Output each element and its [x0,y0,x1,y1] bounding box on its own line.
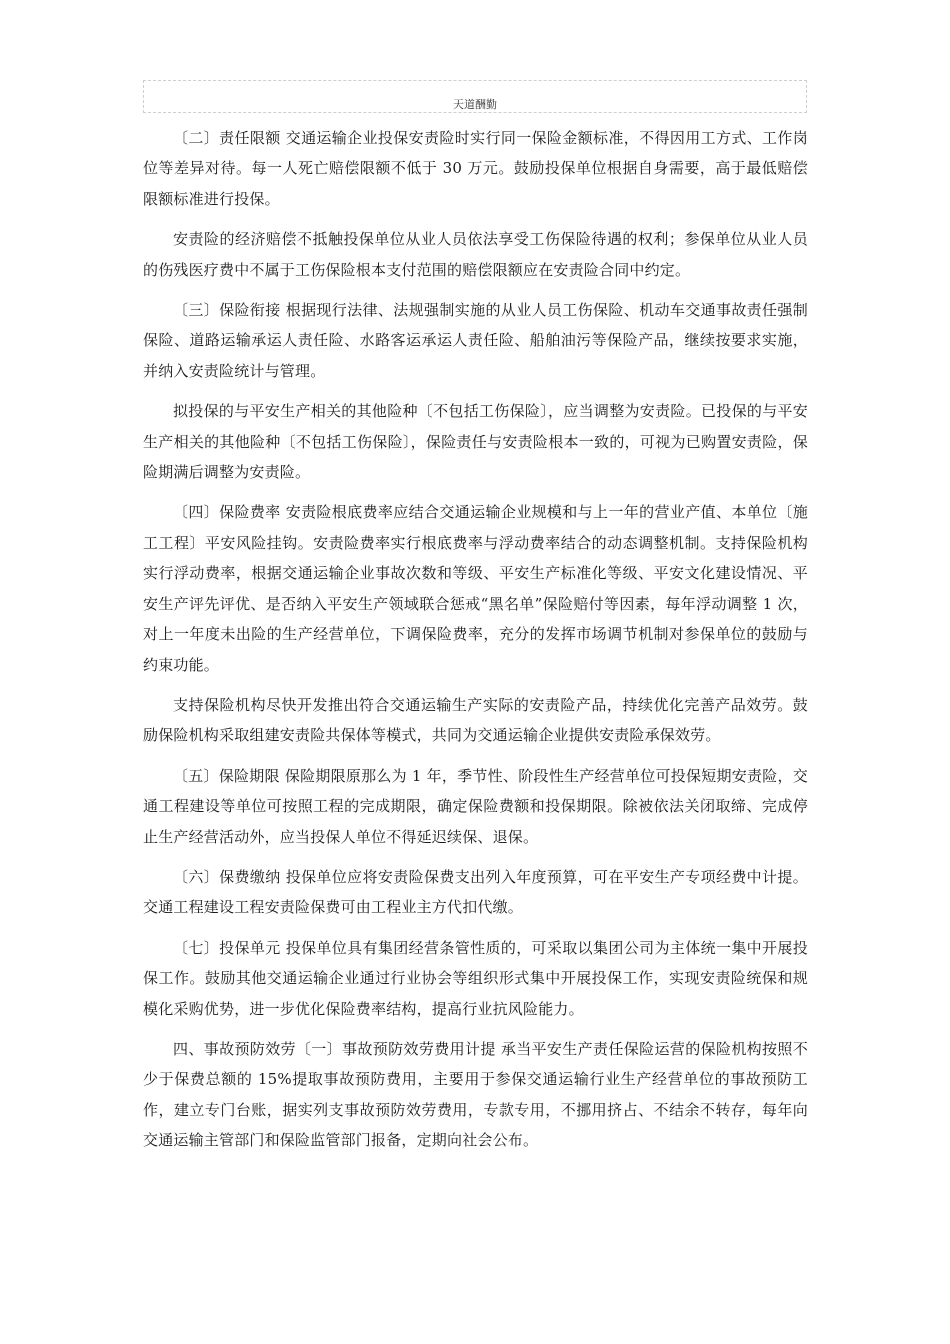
paragraph-compensation: 安责险的经济赔偿不抵触投保单位从业人员依法享受工伤保险待遇的权利；参保单位从业人员的伤残医疗费中不属于工伤保险根本支付范围的赔偿限额应在安责险合同中约定。 [143,230,808,279]
paragraph-insurance-connection: 〔三〕保险衔接 根据现行法律、法规强制实施的从业人员工伤保险、机动车交通事故责任强制保险、道路运输承运人责任险、水路客运承运人责任险、船舶油污等保险产品，继续按要求实施，并纳入安责险统计与管理。 [143,301,808,380]
paragraph-insurance-unit: 〔七〕投保单元 投保单位具有集团经营条管性质的，可采取以集团公司为主体统一集中开展投保工作。鼓励其他交通运输企业通过行业协会等组织形式集中开展投保工作，实现安责险统保和规模化采购优势，进一步优化保险费率结构，提高行业抗风险能力。 [143,938,808,1018]
paragraph-premium-payment: 〔六〕保费缴纳 投保单位应将安责险保费支出列入年度预算，可在平安生产专项经费中计提。交通工程建设工程安责险保费可由工程业主方代扣代缴。 [143,867,808,917]
page-header [143,80,807,113]
document-body [143,123,808,1166]
paragraph-other-insurance: 拟投保的与平安生产相关的其他险种〔不包括工伤保险〕，应当调整为安责险。已投保的与平安生产相关的其他险种〔不包括工伤保险〕，保险责任与安责险根本一致的，可视为已购置安责险，保险期满后调整为安责险。 [143,402,808,482]
paragraph-liability-limit: 〔二〕责任限额 交通运输企业投保安责险时实行同一保险金额标准，不得因用工方式、工作岗位等差异对待。每一人死亡赔偿限额不低于 30 万元。鼓励投保单位根据自身需要，高于最低赔偿限额标准进行投保。 [143,129,808,208]
paragraph-insurance-period: 〔五〕保险期限 保险期限原那么为 1 年，季节性、阶段性生产经营单位可投保短期安责险，交通工程建设等单位可按照工程的完成期限，确定保险费额和投保期限。除被依法关闭取缔、完成停止生产经营活动外，应当投保人单位不得延迟续保、退保。 [143,766,808,846]
paragraph-premium-rate: 〔四〕保险费率 安责险根底费率应结合交通运输企业规模和与上一年的营业产值、本单位〔施工工程〕平安风险挂钩。安责险费率实行根底费率与浮动费率结合的动态调整机制。支持保险机构实行浮动费率，根据交通运输企业事故次数和等级、平安生产标准化等级、平安文化建设情况、平安生产评先评优、是否纳入平安生产领域联合惩戒“黑名单”保险赔付等因素，每年浮动调整 1 次，对上一年度未出险的生产经营单位，下调保险费率，充分的发挥市场调节机制对参保单位的鼓励与约束功能。 [143,503,808,674]
paragraph-product-support: 支持保险机构尽快开发推出符合交通运输生产实际的安责险产品，持续优化完善产品效劳。鼓励保险机构采取组建安责险共保体等模式，共同为交通运输企业提供安责险承保效劳。 [143,695,808,745]
paragraph-accident-prevention: 四、事故预防效劳〔一〕事故预防效劳费用计提 承当平安生产责任保险运营的保险机构按照不少于保费总额的 15%提取事故预防费用，主要用于参保交通运输行业生产经营单位的事故预防工作，建立专门台账，据实列支事故预防效劳费用，专款专用，不挪用挤占、不结余不转存，每年向交通运输主管部门和保险监管部门报备，定期向社会公布。 [143,1039,808,1150]
header-text: 天道酬勤 [453,98,497,111]
